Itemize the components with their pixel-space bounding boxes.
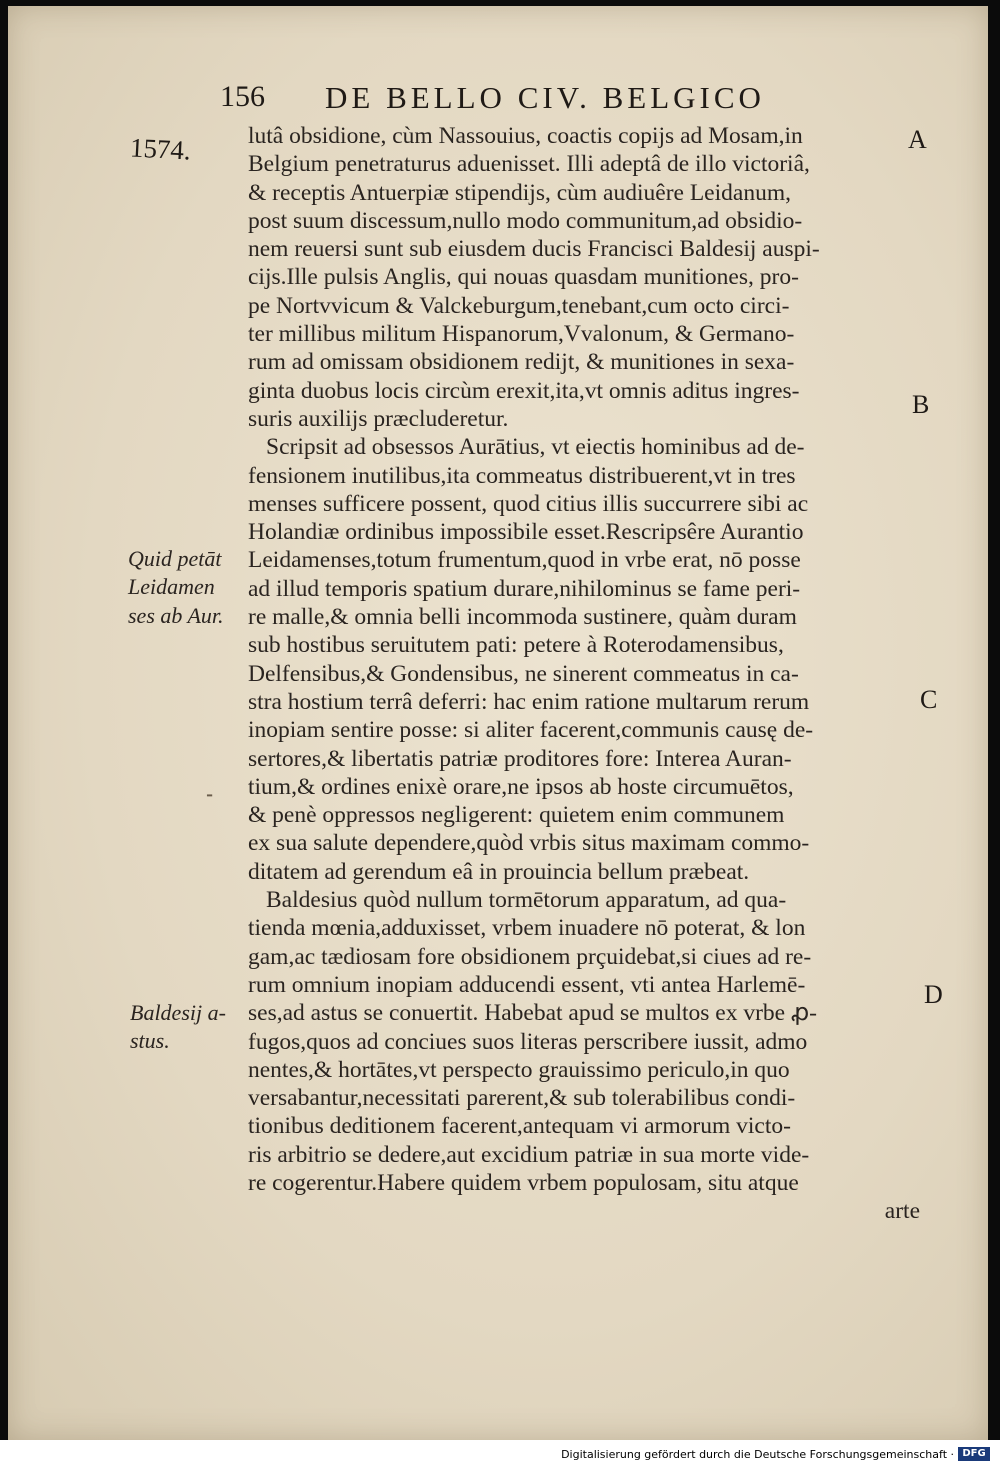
- text-line: sertores,& libertatis patriæ proditores fore: Interea Auran-: [248, 745, 792, 772]
- catchword: arte: [884, 1198, 920, 1225]
- text-line: ginta duobus locis circùm erexit,ita,vt omnis aditus ingres-: [248, 377, 800, 404]
- text-line: lutâ obsidione, cùm Nassouius, coactis copijs ad Mosam,in: [248, 123, 803, 149]
- text-line: nentes,& hortātes,vt perspecto grauissimo periculo,in quo: [248, 1056, 790, 1083]
- text-line: menses sufficere possent, quod citius illis succurrere sibi ac: [248, 490, 809, 517]
- dfg-logo: DFG: [958, 1447, 990, 1461]
- margin-note-line: Quid petāt: [128, 546, 222, 571]
- page-header: [220, 80, 800, 120]
- text-line: versabantur,necessitati parerent,& sub tolerabilibus condi-: [248, 1085, 796, 1112]
- text-line: tienda mœnia,adduxisset, vrbem inuadere nō poterat, & lon: [248, 915, 806, 942]
- text-line: ses,ad astus se conuertit. Habebat apud se multos ex vrbe ꝓ-: [248, 1000, 817, 1027]
- text-line: Holandiæ ordinibus impossibile esset.Rescripsêre Aurantio: [248, 519, 804, 546]
- text-line: nem reuersi sunt sub eiusdem ducis Francisci Baldesij auspi-: [248, 236, 820, 263]
- body-text: [248, 122, 928, 1226]
- text-line: & penè oppressos negligerent: quietem enim communem: [248, 802, 785, 829]
- text-line: fensionem inutilibus,ita commeatus distribuerent,vt in tres: [248, 462, 796, 489]
- margin-note-quid: [128, 545, 224, 630]
- section-letter-c: C: [920, 685, 938, 714]
- footer-bar: [0, 1440, 1000, 1471]
- text-line: ex sua salute dependere,quòd vrbis situs maximam commo-: [248, 830, 810, 857]
- margin-note-line: Leidamen: [128, 574, 215, 600]
- text-line: Belgium penetraturus aduenisset. Illi adeptâ de illo victoriâ,: [248, 151, 810, 178]
- section-letter-b: B: [912, 390, 930, 419]
- text-line: post suum discessum,nullo modo communitum,ad obsidio-: [248, 207, 803, 234]
- text-line: gam,ac tædiosam fore obsidionem prçuidebat,si ciues ad re-: [248, 943, 812, 970]
- text-line: & receptis Antuerpiæ stipendijs, cùm audiuêre Leidanum,: [248, 179, 791, 206]
- text-line: pe Nortvvicum & Valckeburgum,tenebant,cum octo circi-: [248, 292, 790, 319]
- text-line: Baldesius quòd nullum tormētorum apparatum, ad qua-: [266, 887, 787, 914]
- ink-mark-icon: ⁃: [205, 786, 214, 807]
- text-line: ris arbitrio se dedere,aut excidium patriæ in sua morte vide-: [248, 1141, 810, 1168]
- margin-note-line: ses ab Aur.: [128, 602, 224, 628]
- running-title: DE BELLO CIV. BELGICO: [325, 80, 765, 115]
- text-line: rum omnium inopiam adducendi essent, vti antea Harlemē-: [248, 971, 806, 998]
- text-line: Leidamenses,totum frumentum,quod in vrbe erat, nō posse: [248, 547, 801, 574]
- margin-note-line: Baldesij a-: [130, 1000, 226, 1025]
- text-line: ter millibus militum Hispanorum,Vvalonum, & Germano-: [248, 321, 795, 348]
- text-line: fugos,quos ad conciues suos literas perscribere iussit, admo: [248, 1028, 808, 1055]
- text-line: re malle,& omnia belli incommoda sustinere, quàm duram: [248, 604, 797, 631]
- text-line: Scripsit ad obsessos Aurātius, vt eiectis hominibus ad de-: [266, 434, 805, 461]
- text-line: Delfensibus,& Gondensibus, ne sinerent commeatus in ca-: [248, 660, 799, 687]
- margin-note-baldesij: [130, 999, 226, 1056]
- text-line: suris auxilijs præcluderetur.: [248, 405, 509, 432]
- text-line: sub hostibus seruitutem pati: petere à Roterodamensibus,: [248, 632, 784, 659]
- page-number: 156: [220, 80, 265, 113]
- text-line: re cogerentur.Habere quidem vrbem populosam, situ atque: [248, 1169, 799, 1196]
- text-line: inopiam sentire posse: si aliter facerent,communis causę de-: [248, 717, 814, 744]
- funding-credit: Digitalisierung gefördert durch die Deutsche Forschungsgemeinschaft ·: [561, 1448, 954, 1461]
- text-line: rum ad omissam obsidionem redijt, & munitiones in sexa-: [248, 349, 795, 376]
- text-line: cijs.Ille pulsis Anglis, qui nouas quasdam munitiones, pro-: [248, 264, 799, 291]
- text-line: tium,& ordines enixè orare,ne ipsos ab hoste circumuētos,: [248, 773, 794, 800]
- text-line: tionibus deditionem facerent,antequam vi armorum victo-: [248, 1113, 791, 1140]
- text-line: ditatem ad gerendum eâ in prouincia bellum præbeat.: [248, 858, 750, 885]
- text-line: ad illud temporis spatium durare,nihilominus se fame peri-: [248, 575, 801, 602]
- margin-note-line: stus.: [130, 1028, 170, 1054]
- section-letter-a: A: [908, 125, 927, 154]
- section-letter-d: D: [924, 980, 943, 1009]
- text-line: stra hostium terrâ deferri: hac enim ratione multarum rerum: [248, 688, 810, 715]
- year-marginal: 1574.: [129, 132, 192, 166]
